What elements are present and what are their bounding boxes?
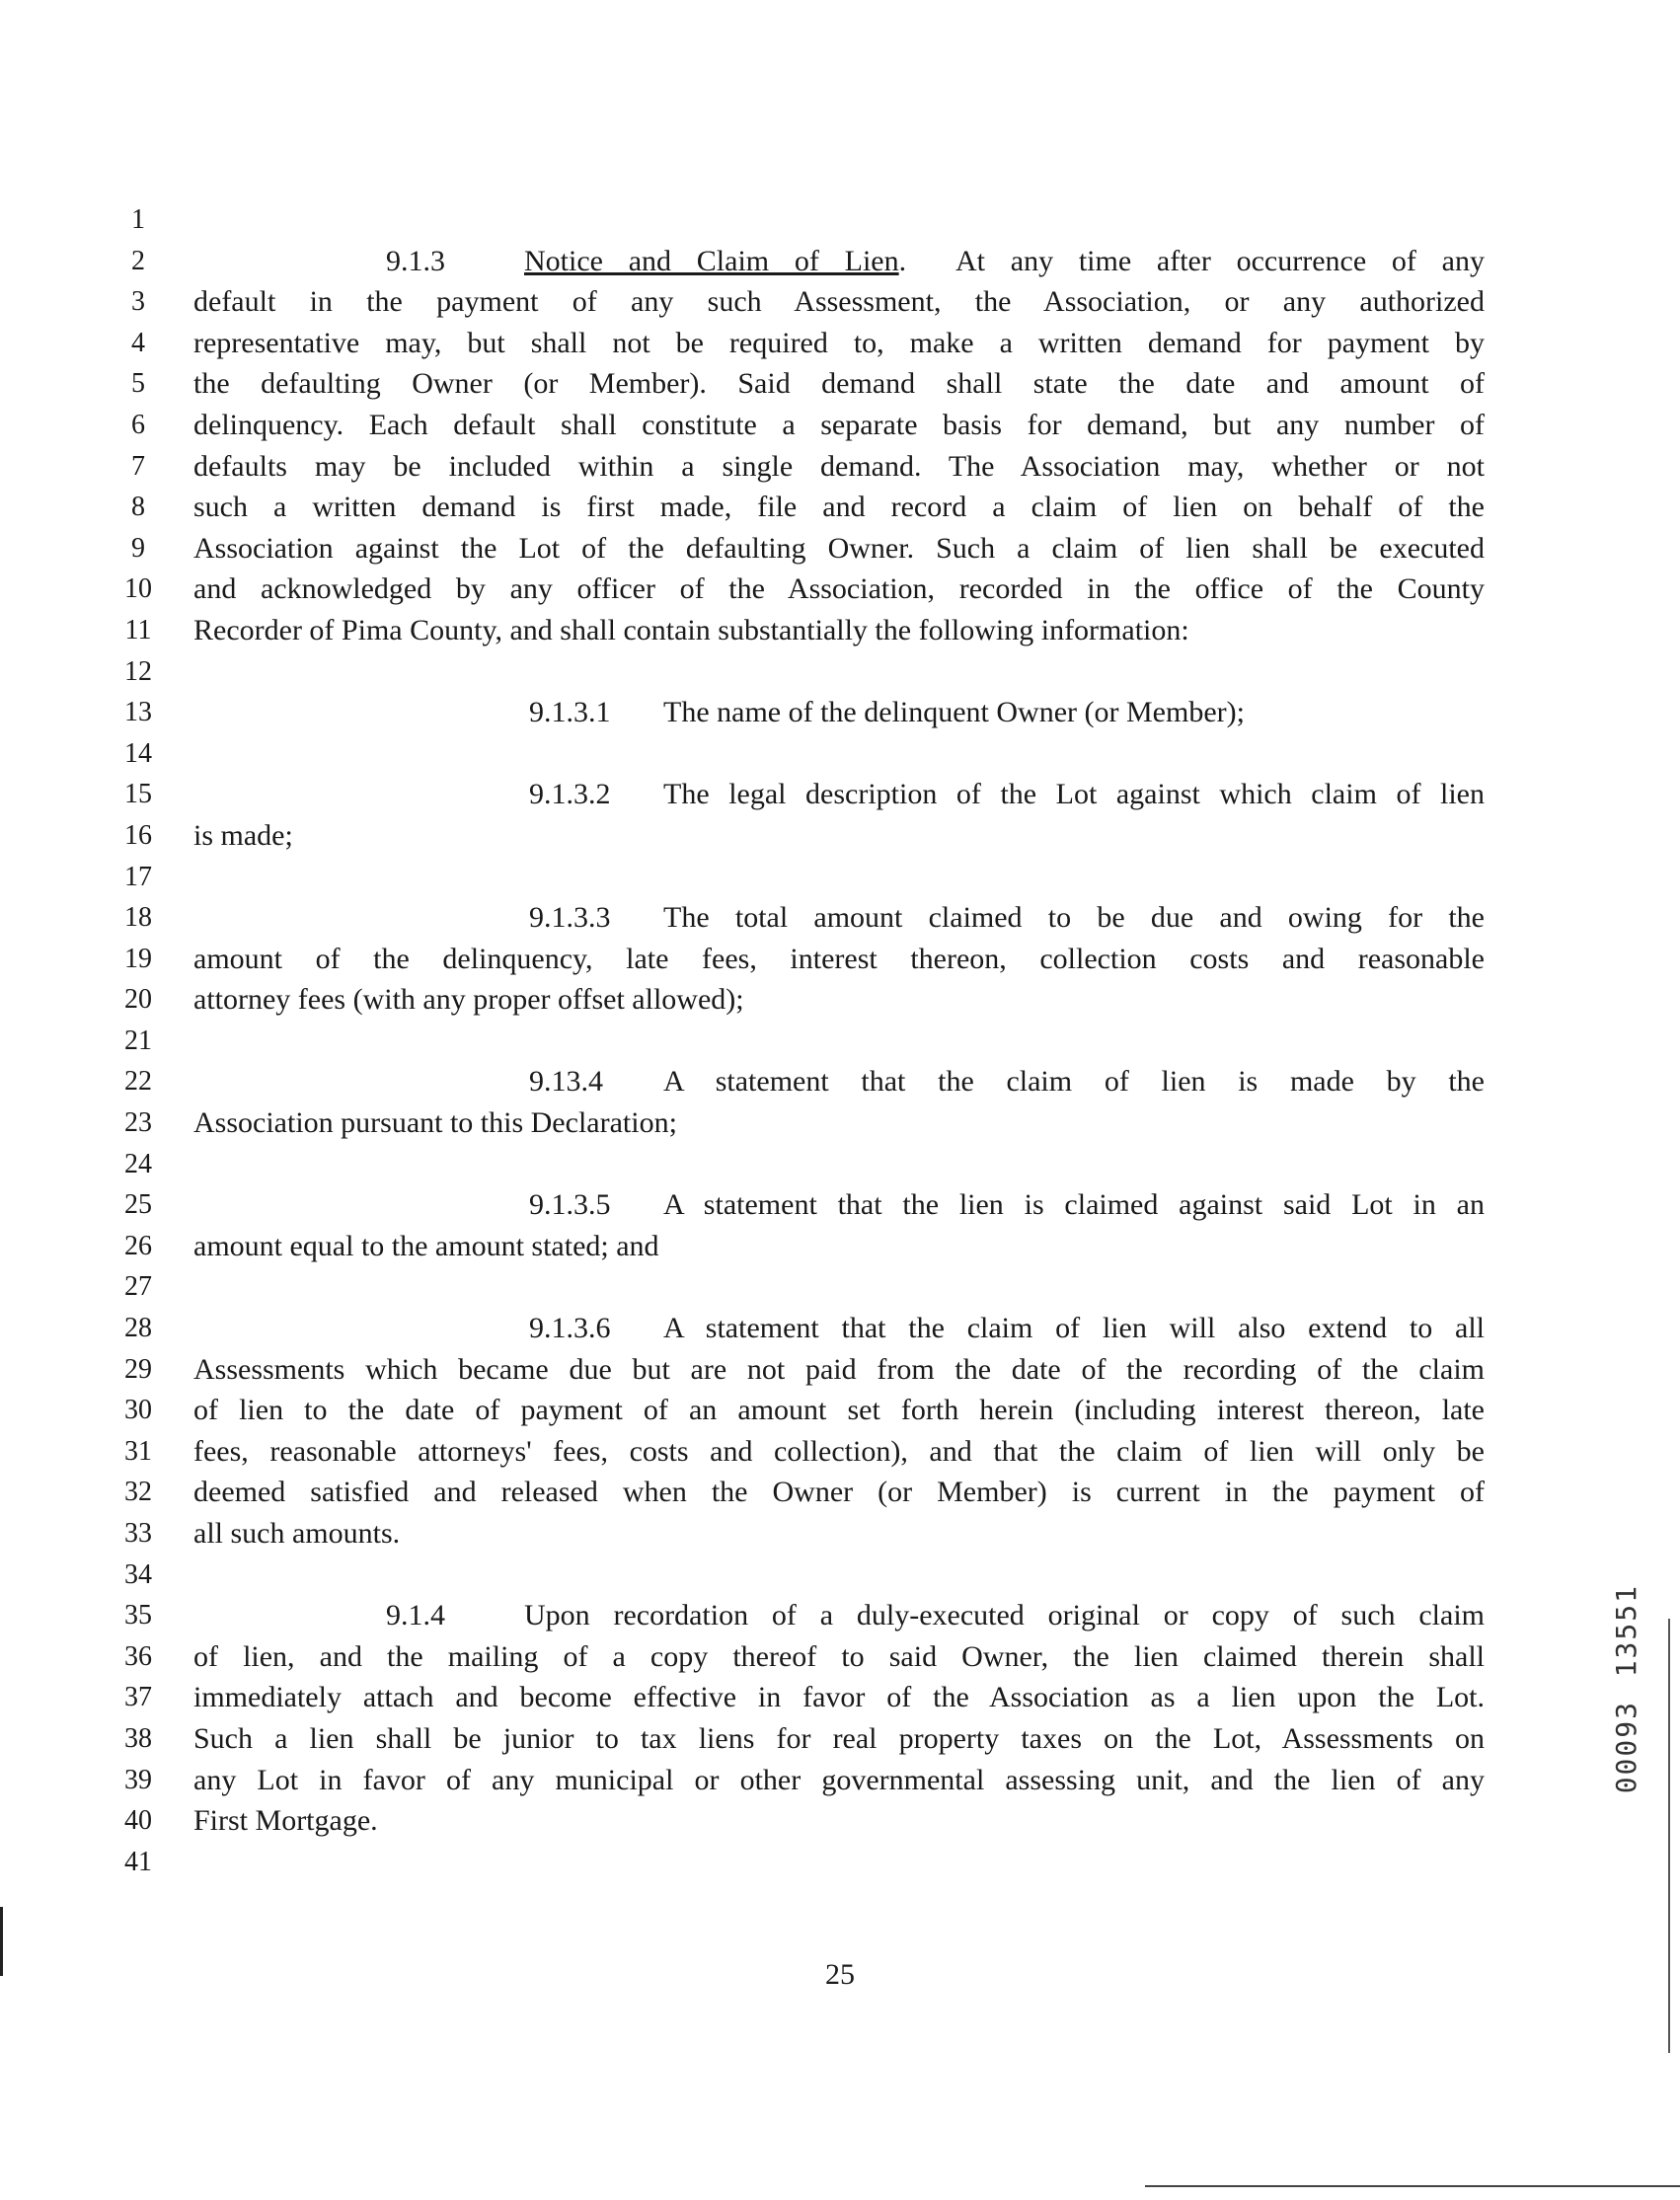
item-9-1-3-2: [193, 774, 1485, 815]
section-number: 9.1.3: [386, 244, 445, 277]
item-number: 9.1.3.6: [529, 1312, 611, 1345]
item-line: is made;: [193, 818, 293, 852]
section-9-1-3-first-line: 9.1.3 Notice and Claim of Lien. At any time after occurrence of any: [193, 241, 1485, 282]
blank-line: [193, 1144, 1485, 1185]
section-line: Association against the Lot of the defaulting Owner. Such a claim of lien shall be executed: [193, 531, 1485, 565]
section-line: of lien, and the mailing of a copy thereof to said Owner, the lien claimed therein shall: [193, 1639, 1485, 1673]
line-number: 27: [124, 1271, 152, 1303]
line-number: 14: [124, 737, 152, 769]
line-number: 29: [124, 1353, 152, 1385]
item-text: The name of the delinquent Owner (or Member);: [663, 696, 1245, 729]
line-number: 5: [131, 368, 145, 400]
line-number: 2: [131, 245, 145, 276]
stamp-docket: 13551: [1610, 1584, 1642, 1678]
line-number: 34: [124, 1558, 152, 1590]
line-number: 17: [124, 861, 152, 892]
line-number: 16: [124, 819, 152, 851]
line-number: 33: [124, 1518, 152, 1549]
line-number: 11: [124, 614, 152, 645]
section-line: and acknowledged by any officer of the Association, recorded in the office of the County: [193, 572, 1485, 606]
section-text: At any time after occurrence of any: [955, 244, 1485, 277]
line-number: 9: [131, 532, 145, 564]
line-number: 28: [124, 1313, 152, 1344]
section-line: such a written demand is first made, file and record a claim of lien on behalf of the: [193, 491, 1485, 524]
scan-edge-mark: [0, 1907, 3, 1976]
blank-line: [193, 1555, 1485, 1596]
section-text: Upon recordation of a duly-executed original or copy of such claim: [524, 1599, 1485, 1632]
item-9-1-3-1: [193, 692, 1485, 733]
document-body: [193, 199, 1485, 1882]
line-number: 32: [124, 1477, 152, 1508]
line-number: 8: [131, 492, 145, 523]
line-number: 19: [124, 943, 152, 974]
item-line: fees, reasonable attorneys' fees, costs and collection), and that the claim of lien will only be: [193, 1434, 1485, 1468]
item-number: 9.1.3.5: [529, 1188, 611, 1222]
blank-line: [193, 1266, 1485, 1308]
section-heading: Notice and Claim of Lien: [524, 244, 899, 277]
item-line: amount of the delinquency, late fees, interest thereon, collection costs and reasonable: [193, 942, 1485, 975]
recording-stamp: [1607, 1584, 1646, 1860]
section-line: any Lot in favor of any municipal or other governmental assessing unit, and the lien of any: [193, 1763, 1485, 1796]
line-number: 35: [124, 1600, 152, 1631]
line-number: 20: [124, 984, 152, 1016]
line-number: 12: [124, 655, 152, 687]
line-number: 31: [124, 1435, 152, 1467]
item-text: The total amount claimed to be due and owing for the: [663, 901, 1485, 935]
section-line: Such a lien shall be junior to tax liens for real property taxes on the Lot, Assessments on: [193, 1721, 1485, 1755]
line-number: 22: [124, 1066, 152, 1098]
item-text: The legal description of the Lot against which claim of lien: [663, 778, 1485, 811]
item-number: 9.1.3.3: [529, 901, 611, 935]
item-9-1-3-6: [193, 1308, 1485, 1349]
item-text: A statement that the claim of lien is made by the: [663, 1065, 1485, 1099]
item-text: A statement that the lien is claimed against said Lot in an: [663, 1188, 1485, 1222]
section-line: delinquency. Each default shall constitute a separate basis for demand, but any number of: [193, 408, 1485, 441]
line-number: 7: [131, 450, 145, 482]
line-number: 37: [124, 1682, 152, 1713]
line-number: 13: [124, 697, 152, 728]
item-line: Assessments which became due but are not paid from the date of the recording of the claim: [193, 1352, 1485, 1386]
item-line: deemed satisfied and released when the Owner (or Member) is current in the payment of: [193, 1476, 1485, 1509]
page-number: 25: [825, 1958, 855, 1991]
scan-edge-mark: [1145, 2185, 1680, 2187]
section-line: defaults may be included within a single demand. The Association may, whether or not: [193, 449, 1485, 483]
item-line: Association pursuant to this Declaration;: [193, 1106, 677, 1140]
section-number: 9.1.4: [386, 1599, 445, 1632]
line-number: 25: [124, 1189, 152, 1221]
section-line: default in the payment of any such Assessment, the Association, or any authorized: [193, 285, 1485, 319]
blank-line: [193, 1021, 1485, 1062]
item-number: 9.1.3.2: [529, 778, 611, 811]
line-numbers-column: [118, 199, 158, 1882]
line-number: 36: [124, 1640, 152, 1672]
section-line: immediately attach and become effective in favor of the Association as a lien upon the Lot.: [193, 1681, 1485, 1714]
item-9-1-3-5: [193, 1184, 1485, 1226]
blank-line: [193, 651, 1485, 693]
line-number: 38: [124, 1722, 152, 1754]
line-number: 30: [124, 1395, 152, 1426]
line-number: 1: [131, 204, 145, 235]
item-line: attorney fees (with any proper offset allowed);: [193, 983, 744, 1017]
section-line: First Mortgage.: [193, 1804, 378, 1838]
line-number: 4: [131, 327, 145, 358]
line-number: 3: [131, 286, 145, 318]
blank-line: [193, 857, 1485, 898]
section-line: the defaulting Owner (or Member). Said demand shall state the date and amount of: [193, 367, 1485, 401]
section-9-1-4-first-line: [193, 1595, 1485, 1636]
section-line: representative may, but shall not be required to, make a written demand for payment by: [193, 326, 1485, 359]
line-number: 10: [124, 573, 152, 605]
scan-edge-mark: [1668, 1619, 1670, 2053]
line-number: 15: [124, 779, 152, 810]
line-number: 18: [124, 902, 152, 934]
item-line: all such amounts.: [193, 1517, 401, 1550]
line-number: 21: [124, 1024, 152, 1056]
item-line: amount equal to the amount stated; and: [193, 1229, 659, 1262]
item-9-1-3-4: [193, 1061, 1485, 1102]
item-number: 9.1.3.1: [529, 696, 611, 729]
blank-line: [193, 733, 1485, 775]
line-number: 6: [131, 409, 145, 440]
item-line: of lien to the date of payment of an amount set forth herein (including interest thereon, late: [193, 1394, 1485, 1427]
blank-line: [193, 199, 1485, 241]
line-number: 26: [124, 1230, 152, 1261]
line-number: 40: [124, 1805, 152, 1837]
line-number: 41: [124, 1846, 152, 1877]
section-line: Recorder of Pima County, and shall contain substantially the following information:: [193, 613, 1189, 646]
item-text: A statement that the claim of lien will also extend to all: [663, 1312, 1485, 1345]
line-number: 39: [124, 1764, 152, 1795]
line-number: 23: [124, 1107, 152, 1139]
item-number: 9.13.4: [529, 1065, 603, 1099]
stamp-page: 00093: [1610, 1701, 1642, 1794]
item-9-1-3-3: [193, 897, 1485, 939]
line-number: 24: [124, 1148, 152, 1179]
blank-line: [193, 1842, 1485, 1883]
